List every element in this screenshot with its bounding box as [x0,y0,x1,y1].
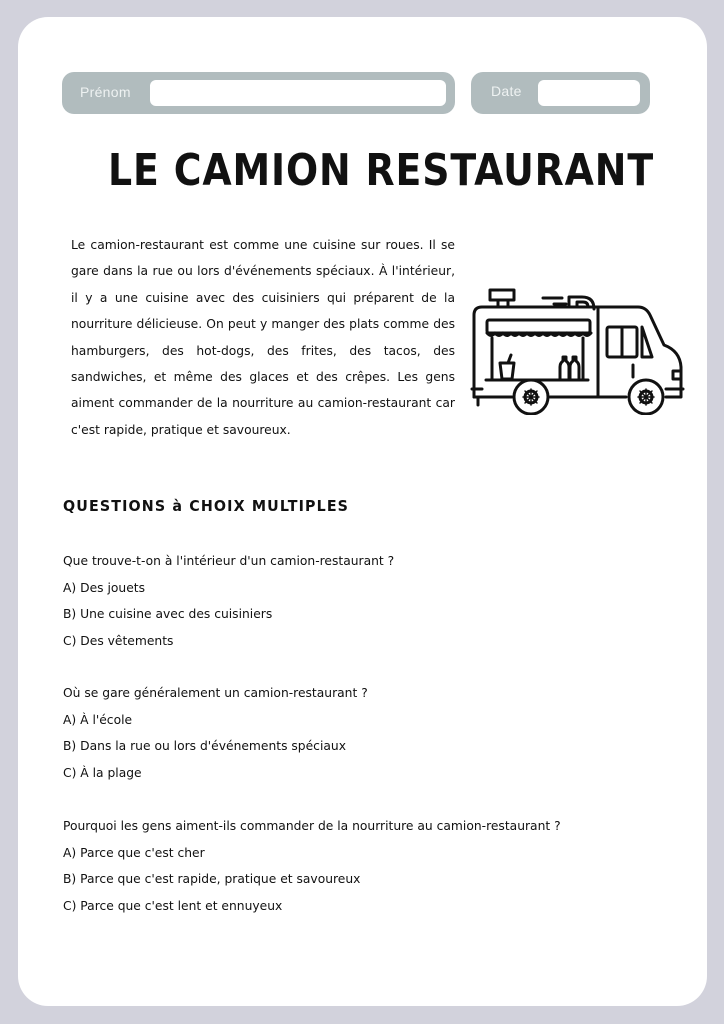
answer-option[interactable]: A) À l'école [63,712,133,727]
front-wheel [629,380,663,414]
rear-wheel [514,380,548,414]
answer-option[interactable]: B) Une cuisine avec des cuisiniers [63,607,273,621]
food-truck-icon [470,285,685,415]
answer-option[interactable]: A) Des jouets [63,580,145,595]
date-input[interactable] [538,80,640,106]
question-block [63,813,561,919]
question-block [63,680,368,786]
answer-option[interactable]: C) Parce que c'est lent et ennuyeux [63,898,283,913]
question-block [63,548,394,654]
answer-option[interactable]: B) Parce que c'est rapide, pratique et savoureux [63,872,361,886]
name-input[interactable] [150,80,446,106]
name-field-group [62,72,455,114]
name-label: Prénom [80,84,131,100]
question-text: Pourquoi les gens aiment-ils commander de la nourriture au camion-restaurant ? [63,819,561,833]
answer-option[interactable]: C) À la plage [63,765,142,780]
section-title: QUESTIONS à CHOIX MULTIPLES [63,497,350,515]
date-field-group [471,72,650,114]
date-label: Date [491,83,522,99]
answer-option[interactable]: B) Dans la rue ou lors d'événements spéciaux [63,739,346,753]
page-title: LE CAMION RESTAURANT [108,145,655,196]
question-text: Où se gare généralement un camion-restaurant ? [63,686,368,700]
answer-option[interactable]: A) Parce que c'est cher [63,845,205,860]
reading-passage: Le camion-restaurant est comme une cuisine sur roues. Il se gare dans la rue ou lors d'événements spéciaux. À l'intérieur, il y a une cuisine avec des cuisiniers qui préparent de la nourriture délicieuse. On peut y manger des plats comme des hamburgers, des hot-dogs, des frites, des tacos, des sandwiches, et même des glaces et des crêpes. Les gens aiment commander de la nourriture au camion-restaurant car c'est rapide, pratique et savoureux. [71,238,455,437]
question-text: Que trouve-t-on à l'intérieur d'un camion-restaurant ? [63,554,395,568]
roof-vent [490,290,514,300]
answer-option[interactable]: C) Des vêtements [63,633,174,648]
